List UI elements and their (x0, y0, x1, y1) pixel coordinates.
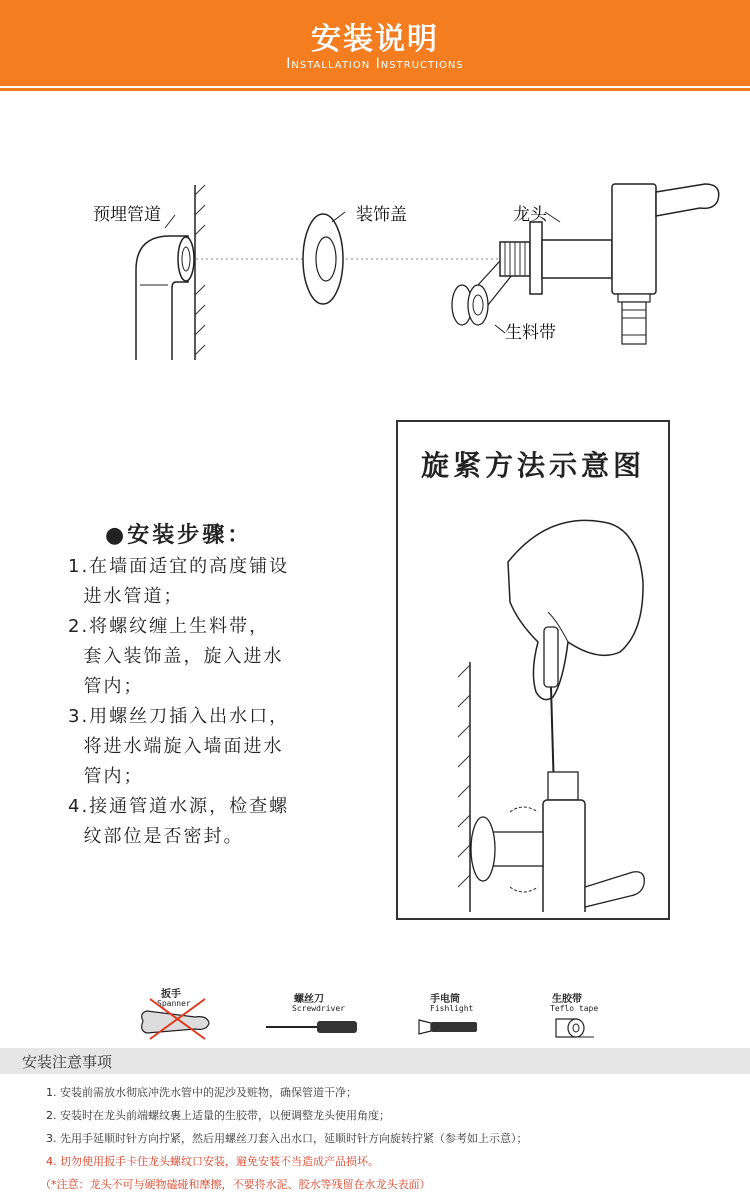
tightening-illustration (398, 492, 668, 912)
tool-screwdriver-en: Screwdriver (292, 1004, 345, 1013)
tool-screwdriver (262, 985, 362, 1045)
step-line: 将进水端旋入墙面进水 (68, 736, 284, 757)
page-title: 安装说明 (311, 22, 439, 57)
notes-header-bar (0, 1048, 750, 1074)
step-line: 2.将螺纹缠上生料带， (68, 616, 270, 637)
step-line: 纹部位是否密封。 (68, 826, 244, 847)
step-line: 1.在墙面适宜的高度铺设 (68, 556, 290, 577)
note-caution: （*注意：龙头不可与硬物磕碰和摩擦，不要将水泥、胶水等残留在水龙头表面） (40, 1178, 431, 1191)
flashlight-icon (417, 1017, 483, 1037)
label-embedded-pipe: 预埋管道 (93, 205, 161, 225)
step-line: 3.用螺丝刀插入出水口， (68, 706, 290, 727)
tool-screwdriver-name: 螺丝刀 (294, 994, 324, 1005)
step-line: 管内； (68, 676, 144, 697)
notes-title: 安装注意事项 (22, 1053, 113, 1071)
tool-tape (540, 985, 610, 1045)
tool-spanner (135, 985, 215, 1045)
page-subtitle: Installation Instructions (286, 56, 464, 72)
tool-spanner-name: 扳手 (161, 989, 181, 1000)
header-divider (0, 88, 750, 91)
label-sealing-tape: 生料带 (505, 323, 556, 343)
tightening-diagram-title: 旋紧方法示意图 (420, 449, 645, 482)
tools-row (0, 985, 750, 1045)
tool-spanner-en: Spanner (157, 999, 191, 1008)
tool-flashlight (415, 985, 485, 1045)
note-item: 3. 先用手延顺时针方向拧紧，然后用螺丝刀套入出水口，延顺时针方向旋转拧紧（参考如上示意）； (46, 1132, 528, 1145)
spanner-icon (135, 993, 215, 1041)
label-faucet: 龙头 (513, 205, 547, 225)
note-item: 1. 安装前需放水彻底冲洗水管中的泥沙及赃物，确保管道干净； (46, 1086, 357, 1099)
tool-tape-name: 生胶带 (552, 994, 582, 1005)
step-line: 套入装饰盖，旋入进水 (68, 646, 284, 667)
tool-flashlight-en: Fishlight (430, 1004, 474, 1013)
steps-title: ●安装步骤： (105, 522, 253, 548)
screwdriver-icon (262, 1017, 362, 1037)
step-line: 4.接通管道水源，检查螺 (68, 796, 290, 817)
step-line: 进水管道； (68, 586, 184, 607)
tape-icon (550, 1015, 600, 1041)
note-item: 2. 安装时在龙头前端螺纹裹上适量的生胶带，以便调整龙头使用角度； (46, 1109, 390, 1122)
header-banner (0, 0, 750, 86)
tightening-diagram-frame (396, 420, 670, 920)
tool-flashlight-name: 手电筒 (430, 994, 460, 1005)
label-decorative-cover: 装饰盖 (356, 205, 407, 225)
step-line: 管内； (68, 766, 144, 787)
tool-tape-en: Teflo tape (550, 1004, 599, 1013)
note-item-warning: 4. 切勿使用扳手卡住龙头螺纹口安装，避免安装不当造成产品损坏。 (46, 1155, 379, 1168)
